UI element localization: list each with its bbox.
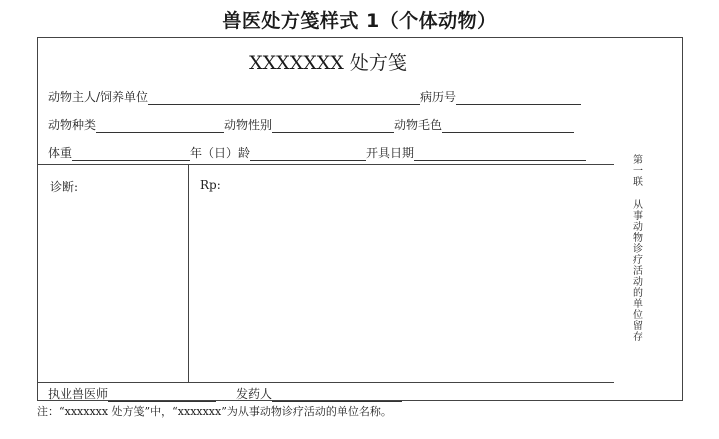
footnote: 注：“xxxxxxx 处方笺”中，“xxxxxxx”为从事动物诊疗活动的单位名称。 (37, 405, 392, 418)
record-no-input[interactable] (456, 92, 581, 105)
column-divider (188, 164, 189, 382)
coat-color-label: 动物毛色 (394, 118, 443, 132)
footer-divider (38, 382, 614, 383)
record-no-label: 病历号 (420, 90, 457, 104)
issue-date-label: 开具日期 (366, 146, 415, 160)
vet-signature-input[interactable] (108, 389, 216, 402)
owner-input[interactable] (148, 92, 420, 105)
diagnosis-label: 诊断: (50, 180, 79, 194)
signature-row (48, 385, 402, 402)
rp-label: Rp: (200, 178, 221, 192)
vet-label: 执业兽医师 (48, 387, 109, 401)
coat-color-input[interactable] (442, 120, 574, 133)
weight-label: 体重 (48, 146, 73, 160)
dispenser-signature-input[interactable] (272, 389, 402, 402)
sex-label: 动物性别 (224, 118, 273, 132)
header-divider (38, 164, 614, 165)
dispenser-label: 发药人 (236, 387, 273, 401)
page-title: 兽医处方笺样式 1（个体动物） (222, 10, 497, 32)
owner-label: 动物主人/饲养单位 (48, 90, 149, 104)
issue-date-input[interactable] (414, 148, 586, 161)
weight-row (48, 144, 586, 161)
side-label (630, 155, 646, 343)
side-gap (630, 188, 646, 200)
species-label: 动物种类 (48, 118, 97, 132)
form-name: XXXXXXX 处方笺 (249, 52, 407, 74)
copy-purpose: 从事动物诊疗活动的单位留存 (633, 200, 643, 343)
age-input[interactable] (250, 148, 366, 161)
species-row (48, 116, 574, 133)
copy-number: 第一联 (633, 155, 643, 188)
weight-input[interactable] (72, 148, 190, 161)
owner-row (48, 88, 581, 105)
prescription-form (37, 37, 683, 401)
age-label: 年（日）龄 (190, 146, 251, 160)
species-input[interactable] (96, 120, 224, 133)
sex-input[interactable] (272, 120, 394, 133)
